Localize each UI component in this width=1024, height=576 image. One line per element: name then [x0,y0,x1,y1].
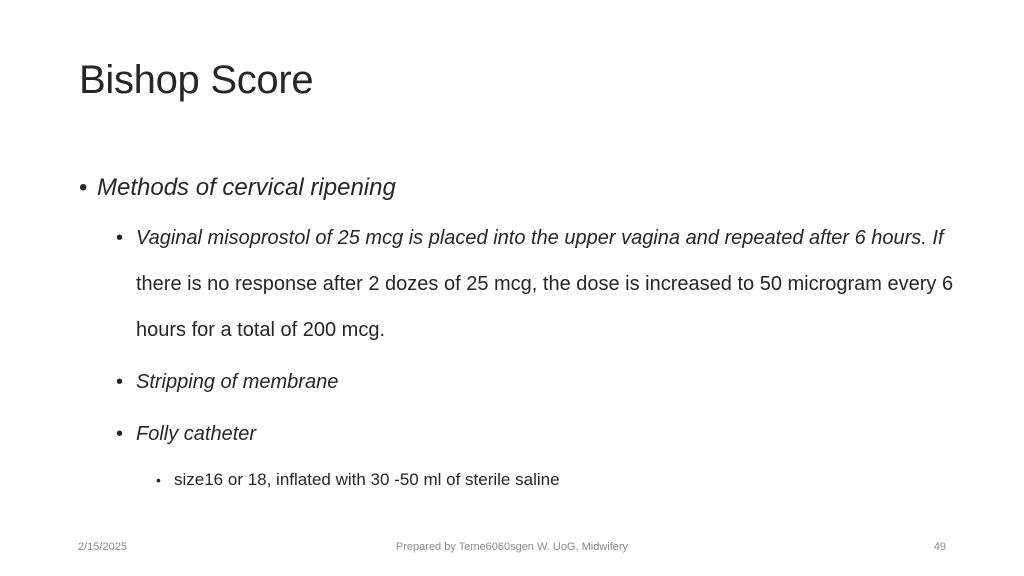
bullet-dot: • [116,371,124,393]
bullet-text: size16 or 18, inflated with 30 -50 ml of sterile saline [174,470,560,489]
footer-center-text: Prepared by Teme6060sgen W. UoG, Midwifery [395,541,629,553]
bullet-text: Folly catheter [136,423,257,445]
bullet-folly-catheter [116,411,958,457]
bullet-catheter-size [156,463,958,497]
footer-date: 2/15/2025 [78,541,127,553]
bullet-dot: • [156,472,161,488]
bullet-dot: • [116,423,124,445]
bullet-text-italic: Vaginal misoprostol of 25 mcg is placed into the upper vagina and repeated after 6 hours. If [136,227,944,249]
bullet-stripping-of-membrane [116,359,958,405]
bullet-text: Methods of cervical ripening [97,174,396,201]
bullet-methods-of-cervical-ripening [78,168,958,208]
bullet-dot: • [116,227,124,249]
bullet-dot: • [79,174,88,201]
slide-title: Bishop Score [79,58,314,102]
slide-content [78,168,958,497]
bullet-vaginal-misoprostol [116,215,958,353]
bullet-text-normal: there is no response after 2 dozes of 25 mcg, the dose is increased to 50 microgram every 6 hours for a total of 200 mcg. [136,273,954,341]
footer-page-number: 49 [933,541,946,553]
bullet-text: Stripping of membrane [136,371,339,393]
